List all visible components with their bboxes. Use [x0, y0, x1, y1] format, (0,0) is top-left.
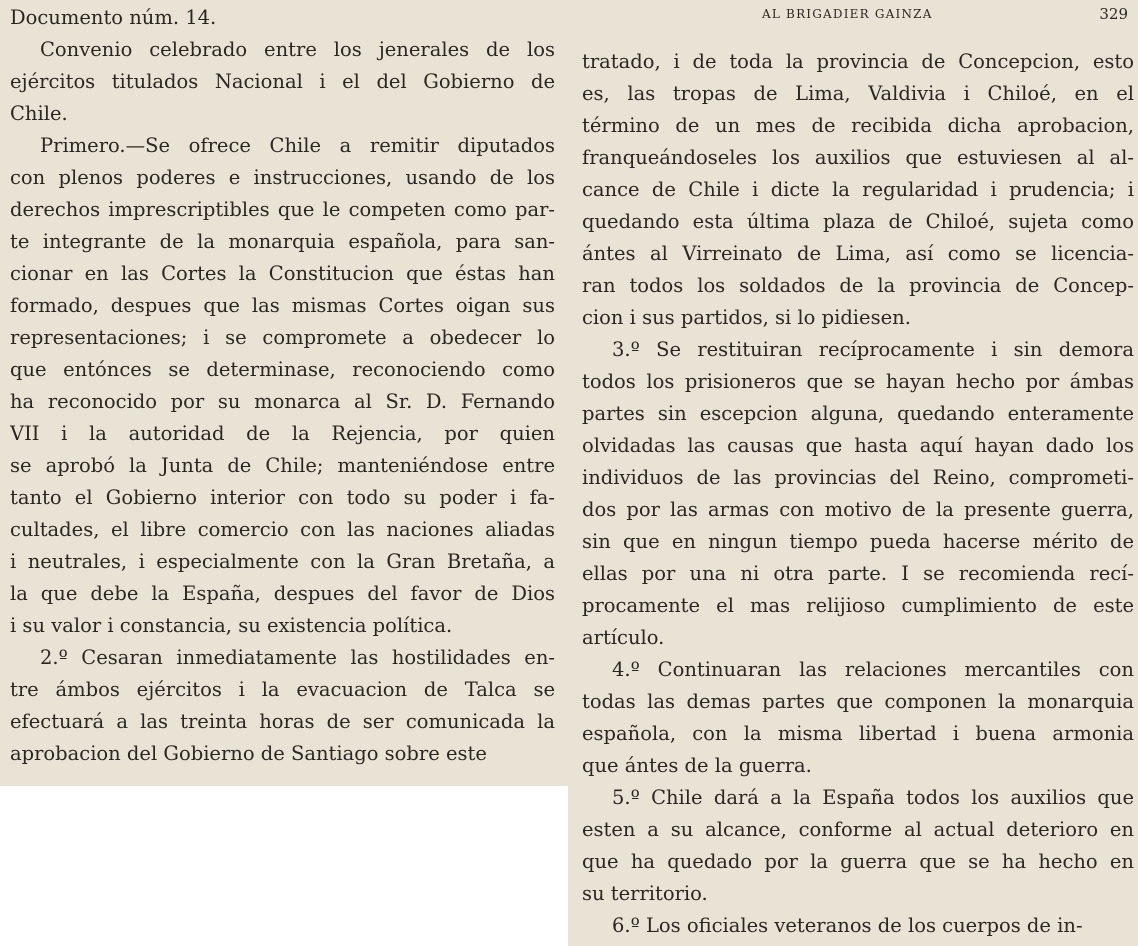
text-line: esten a su alcance, conforme al actual deterioro en: [582, 818, 1134, 841]
text-line: 5.º Chile dará a la España todos los auxilios que: [612, 786, 1134, 809]
text-line: que ántes de la guerra.: [582, 754, 812, 777]
text-line: efectuará a las treinta horas de ser comunicada la: [10, 710, 555, 733]
document-title: Documento núm. 14.: [10, 6, 217, 29]
text-line: dos por las armas con motivo de la presente guerra,: [582, 498, 1134, 521]
text-line: todos los prisioneros que se hayan hecho por ámbas: [582, 370, 1134, 393]
text-line: derechos imprescriptibles que le competen como par-: [10, 198, 555, 221]
text-line: franqueándoseles los auxilios que estuviesen al al-: [582, 146, 1134, 169]
text-line: 4.º Continuaran las relaciones mercantiles con: [612, 658, 1134, 681]
running-head: AL BRIGADIER GAINZA: [762, 7, 933, 21]
text-line: tratado, i de toda la provincia de Concepcion, esto: [582, 50, 1134, 73]
text-line: cionar en las Cortes la Constitucion que éstas han: [10, 262, 555, 285]
text-line: la que debe la España, despues del favor de Dios: [10, 582, 555, 605]
text-line: aprobacion del Gobierno de Santiago sobre este: [10, 742, 487, 765]
paragraph-primero: [10, 130, 555, 642]
paragraph-continuation: [582, 46, 1134, 334]
text-line: quedando esta última plaza de Chiloé, sujeta como: [582, 210, 1134, 233]
paragraph-quinto: [582, 782, 1134, 910]
text-line: que entónces se determinase, reconociendo como: [10, 358, 555, 381]
text-line: 3.º Se restituiran recíprocamente i sin demora: [612, 338, 1134, 361]
text-line: te integrante de la monarquia española, para san-: [10, 230, 555, 253]
text-line: término de un mes de recibida dicha aprobacion,: [582, 114, 1134, 137]
text-line: Chile.: [10, 102, 68, 125]
text-line: 6.º Los oficiales veteranos de los cuerpos de in-: [612, 914, 1083, 937]
text-line: se aprobó la Junta de Chile; manteniéndose entre: [10, 454, 555, 477]
text-line: Primero.—Se ofrece Chile a remitir diputados: [40, 134, 555, 157]
text-line: con plenos poderes e instrucciones, usando de los: [10, 166, 555, 189]
text-line: cance de Chile i dicte la regularidad i prudencia; i: [582, 178, 1134, 201]
paragraph-sexto: [582, 910, 1134, 942]
text-line: es, las tropas de Lima, Valdivia i Chiloé, en el: [582, 82, 1134, 105]
text-line: i neutrales, i especialmente con la Gran Bretaña, a: [10, 550, 555, 573]
text-line: procamente el mas relijioso cumplimiento de este: [582, 594, 1134, 617]
left-page: [0, 0, 568, 786]
text-line: tre ámbos ejércitos i la evacuacion de Talca se: [10, 678, 555, 701]
text-line: Convenio celebrado entre los jenerales de los: [40, 38, 555, 61]
paragraph-cuarto: [582, 654, 1134, 782]
text-line: sin que en ningun tiempo pueda hacerse mérito de: [582, 530, 1134, 553]
text-line: representaciones; i se compromete a obedecer lo: [10, 326, 555, 349]
page-number: 329: [1099, 5, 1128, 23]
right-page: [568, 0, 1138, 946]
paragraph-tercero: [582, 334, 1134, 654]
text-line: VII i la autoridad de la Rejencia, por quien: [10, 422, 555, 445]
text-line: 2.º Cesaran inmediatamente las hostilidades en-: [40, 646, 555, 669]
text-line: cultades, el libre comercio con las naciones aliadas: [10, 518, 555, 541]
text-line: española, con la misma libertad i buena armonia: [582, 722, 1134, 745]
text-line: que ha quedado por la guerra que se ha hecho en: [582, 850, 1134, 873]
text-line: olvidadas las causas que hasta aquí hayan dado los: [582, 434, 1134, 457]
text-line: ellas por una ni otra parte. I se recomienda recí-: [582, 562, 1134, 585]
text-line: formado, despues que las mismas Cortes oigan sus: [10, 294, 555, 317]
text-line: cion i sus partidos, si lo pidiesen.: [582, 306, 911, 329]
paragraph-convenio: [10, 34, 555, 130]
text-line: partes sin escepcion alguna, quedando enteramente: [582, 402, 1134, 425]
text-line: ran todos los soldados de la provincia de Concep-: [582, 274, 1134, 297]
paragraph-segundo: [10, 642, 555, 770]
text-line: tanto el Gobierno interior con todo su poder i fa-: [10, 486, 555, 509]
text-line: i su valor i constancia, su existencia política.: [10, 614, 453, 637]
text-line: ántes al Virreinato de Lima, así como se licencia-: [582, 242, 1134, 265]
text-line: artículo.: [582, 626, 665, 649]
text-line: individuos de las provincias del Reino, comprometi-: [582, 466, 1134, 489]
text-line: ejércitos titulados Nacional i el del Gobierno de: [10, 70, 555, 93]
text-line: todas las demas partes que componen la monarquia: [582, 690, 1134, 713]
text-line: su territorio.: [582, 882, 708, 905]
text-line: ha reconocido por su monarca al Sr. D. Fernando: [10, 390, 555, 413]
